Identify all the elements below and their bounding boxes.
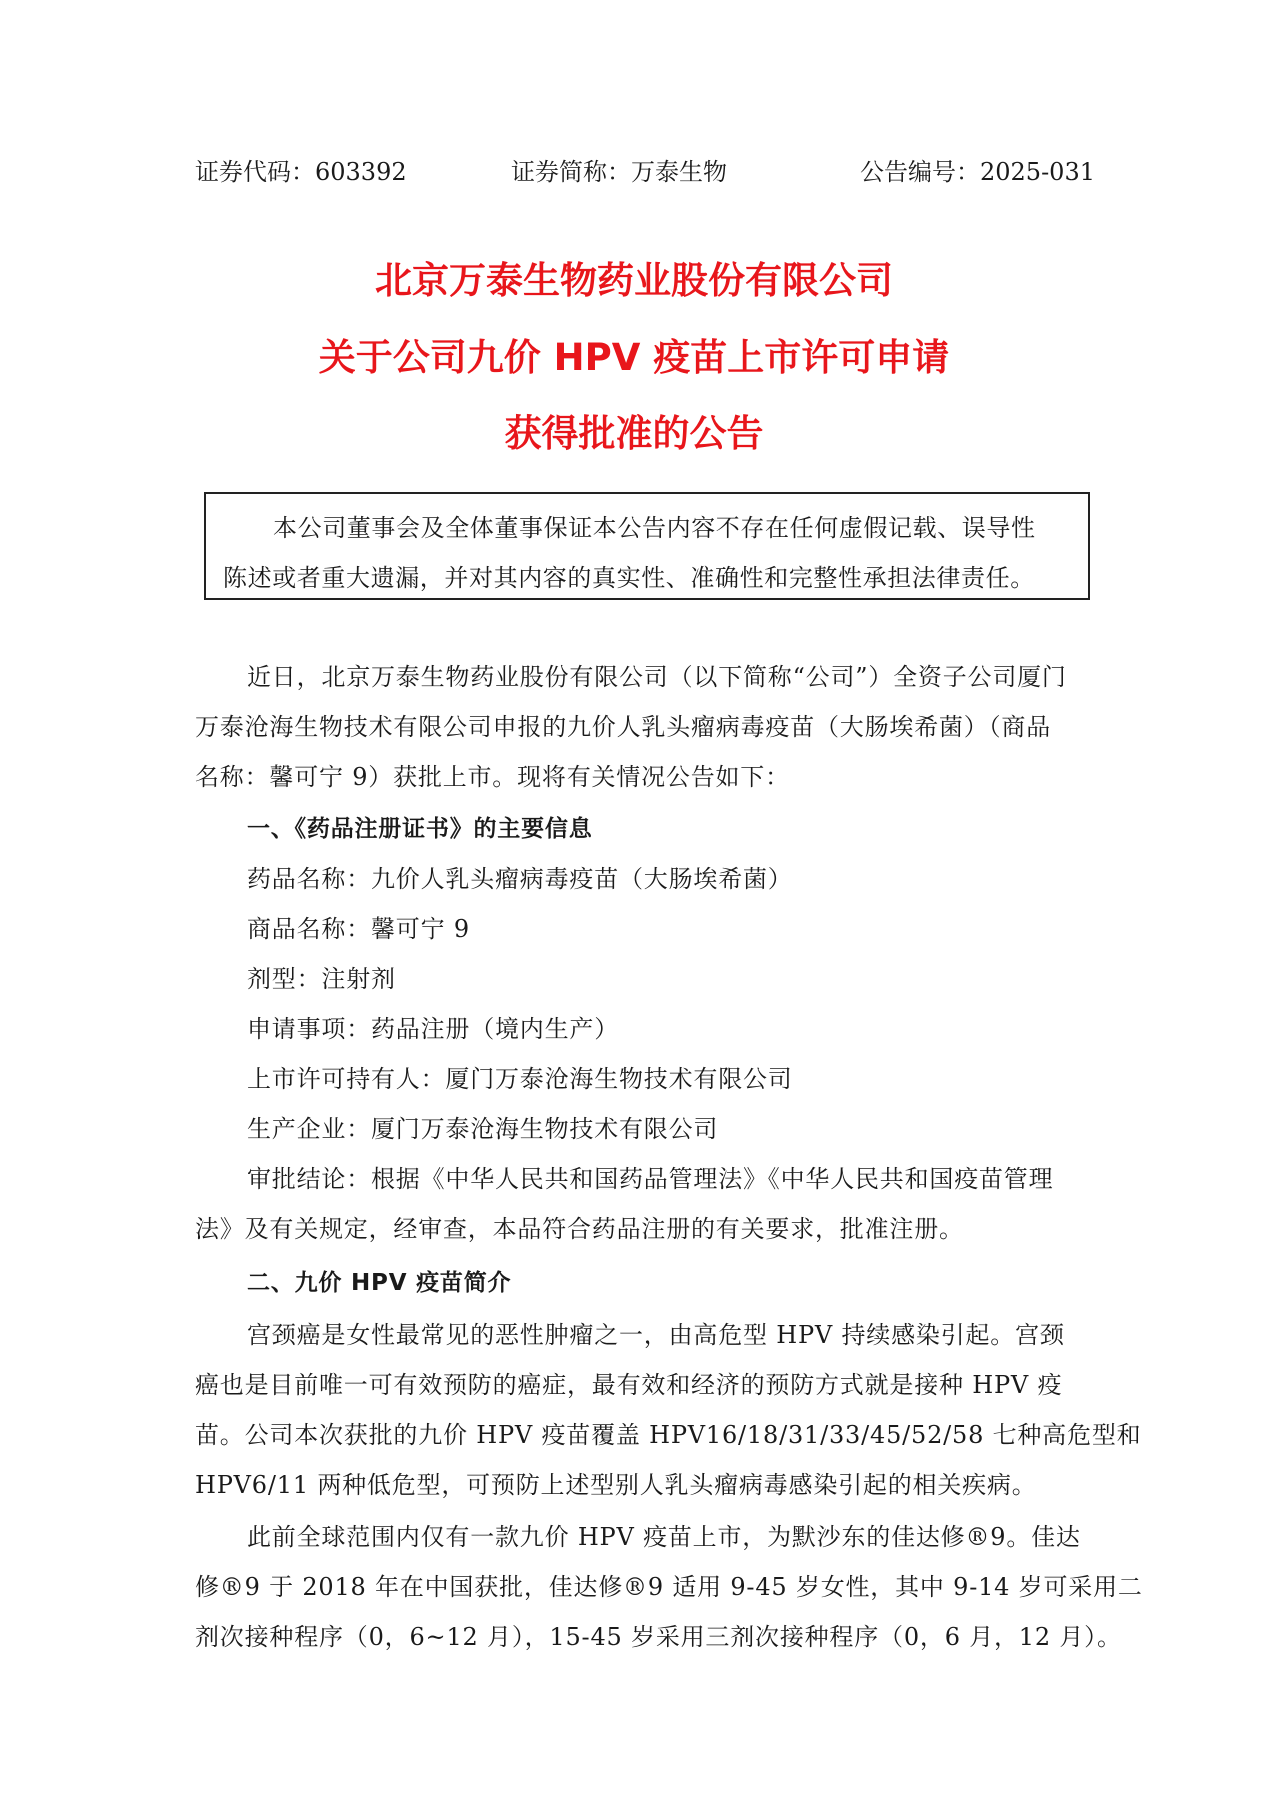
info-item-dosage-form: 剂型：注射剂 — [247, 965, 396, 993]
stock-code: 证券代码：603392 — [195, 158, 407, 186]
announcement-header — [195, 155, 1095, 189]
gardasil-paragraph: 此前全球范围内仅有一款九价 HPV 疫苗上市，为默沙东的佳达修®9。佳达 修®9 于 2018 年在中国获批，佳达修®9 适用 9-45 岁女性，其中 9-14 岁可采用二 剂次接种程序（0，6~12 月），15-45 岁采用三剂次接种程序（0，6 月，12 月）。 — [195, 1523, 1143, 1651]
approval-conclusion-line-2: 法》及有关规定，经审查，本品符合药品注册的有关要求，批准注册。 — [195, 1215, 964, 1243]
section-2-heading: 二、九价 HPV 疫苗简介 — [247, 1270, 512, 1296]
stock-abbreviation: 证券简称：万泰生物 — [511, 158, 727, 186]
info-item-drug-name: 药品名称：九价人乳头瘤病毒疫苗（大肠埃希菌） — [247, 865, 793, 893]
guarantee-line-2: 陈述或者重大遗漏，并对其内容的真实性、准确性和完整性承担法律责任。 — [223, 564, 1035, 592]
title-subject: 关于公司九价 HPV 疫苗上市许可申请 — [318, 336, 950, 379]
info-item-trade-name: 商品名称：馨可宁 9 — [247, 915, 470, 943]
title-company: 北京万泰生物药业股份有限公司 — [375, 259, 893, 302]
notice-number: 公告编号：2025-031 — [860, 158, 1095, 186]
title-approval: 获得批准的公告 — [504, 412, 764, 455]
board-guarantee-box — [204, 492, 1090, 600]
info-item-application: 申请事项：药品注册（境内生产） — [247, 1015, 619, 1043]
approval-conclusion-line-1: 审批结论：根据《中华人民共和国药品管理法》《中华人民共和国疫苗管理 — [247, 1165, 1054, 1193]
hpv-intro-paragraph: 宫颈癌是女性最常见的恶性肿瘤之一，由高危型 HPV 持续感染引起。宫颈 癌也是目前唯一可有效预防的癌症，最有效和经济的预防方式就是接种 HPV 疫 苗。公司本次获批的九价 HPV 疫苗覆盖 HPV16/18/31/33/45/52/58 七种高危型和 HPV6/11 两种低危型，可预防上述型别人乳头瘤病毒感染引起的相关疾病。 — [195, 1321, 1142, 1499]
info-item-license-holder: 上市许可持有人：厦门万泰沧海生物技术有限公司 — [247, 1065, 793, 1093]
intro-paragraph: 近日，北京万泰生物药业股份有限公司（以下简称“公司”）全资子公司厦门 万泰沧海生物技术有限公司申报的九价人乳头瘤病毒疫苗（大肠埃希菌）（商品 名称：馨可宁 9）获批上市。现将有关情况公告如下： — [195, 663, 1067, 791]
section-1-heading: 一、《药品注册证书》的主要信息 — [247, 816, 593, 842]
guarantee-line-1: 本公司董事会及全体董事保证本公告内容不存在任何虚假记载、误导性 — [273, 514, 1036, 542]
info-item-manufacturer: 生产企业：厦门万泰沧海生物技术有限公司 — [247, 1115, 719, 1143]
registration-info-list — [195, 854, 1095, 1254]
